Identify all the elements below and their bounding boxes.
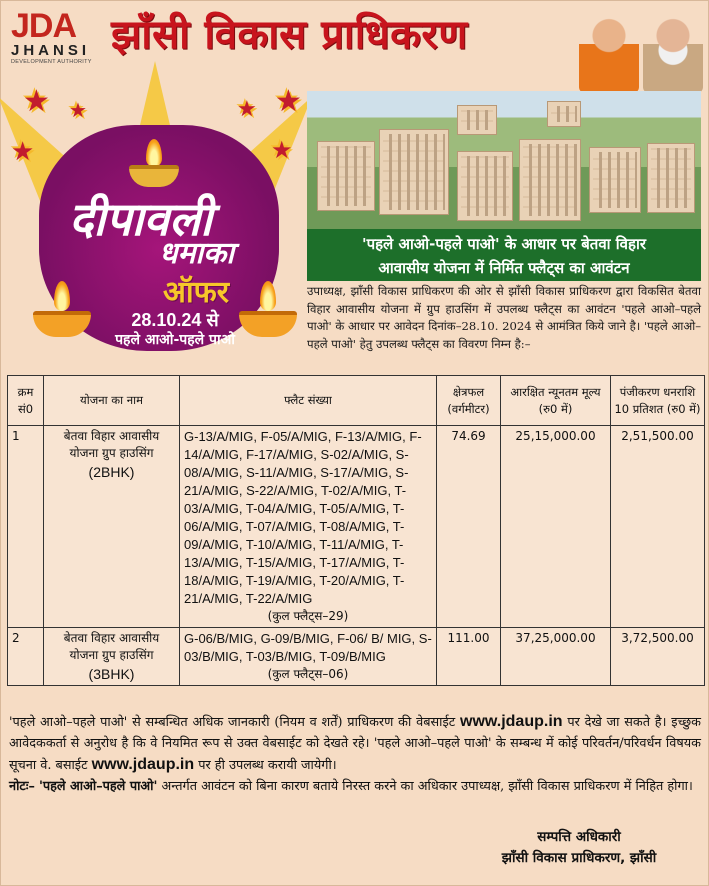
poster-date: 28.10.24 से (131, 310, 219, 330)
footer-notice (9, 711, 701, 797)
header (1, 1, 709, 93)
info-paragraph: 'पहले आओ–पहले पाओ' से सम्बन्धित अधिक जानकारी (नियम व शर्तें) प्राधिकरण की वेबसाईट www.jdaup.in पर देखे जा सकते है। इच्छुक आवेदककर्ता से अनुरोध है कि वे नियमित रूप से उक्त वेबसाईट को देखते रहे। 'पहले आओ–पहले पाओ' के सम्बन्ध में कोई परिवर्तन/परिवर्धन विषयक सूचना वे. बसाईट www.jdaup.in पर ही उपलब्ध करायी जायेगी। (9, 713, 701, 773)
caption-line2: आवासीय योजना में निर्मित फ्लैट्स का आवंटन (378, 259, 630, 277)
col-header-registration: पंजीकरण धनराशि 10 प्रतिशत (रु0 में) (611, 376, 705, 426)
star-icon: ★ (23, 84, 50, 119)
signatory-office: झाँसी विकास प्राधिकरण, झाँसी (501, 850, 657, 866)
cell-registration: 3,72,500.00 (611, 628, 705, 686)
scheme-name: बेतवा विहार आवासीय योजना ग्रुप हाउसिंग (63, 631, 160, 662)
star-icon: ★ (69, 98, 87, 122)
jda-logo (11, 9, 97, 73)
logo-mark: JDA (11, 7, 77, 45)
diwali-offer-poster (9, 85, 305, 361)
hanging-lamp-icon (129, 139, 179, 199)
col-header-scheme: योजना का नाम (44, 376, 180, 426)
unit-type: (3BHK) (88, 666, 135, 682)
apartment-photo (307, 91, 701, 281)
cell-registration: 2,51,500.00 (611, 426, 705, 628)
cell-area: 74.69 (437, 426, 501, 628)
flats-table (7, 375, 705, 686)
col-header-flats: फ्लैट संख्या (180, 376, 437, 426)
website-link[interactable]: www.jdaup.in (460, 713, 563, 730)
cell-area: 111.00 (437, 628, 501, 686)
scheme-name: बेतवा विहार आवासीय योजना ग्रुप हाउसिंग (63, 429, 160, 460)
cell-sno: 2 (8, 628, 44, 686)
table-header-row (8, 376, 705, 426)
cell-scheme (44, 628, 180, 686)
portrait-image (579, 11, 639, 93)
website-link[interactable]: www.jdaup.in (91, 756, 195, 773)
table-row (8, 628, 705, 686)
poster-title-line2: धमाका (159, 236, 234, 271)
col-header-area: क्षेत्रफल (वर्गमीटर) (437, 376, 501, 426)
poster-title-line1: दीपावली (69, 192, 213, 246)
col-header-sno: क्रम सं0 (8, 376, 44, 426)
logo-subtitle: DEVELOPMENT AUTHORITY (11, 59, 92, 65)
intro-paragraph: उपाध्यक्ष, झाँसी विकास प्राधिकरण की ओर से झाँसी विकास प्राधिकरण द्वारा विकसित बेतवा विहार आवासीय योजना में ग्रुप हाउसिंग में उपलब्ध फ्लैट्स का आवंटन 'पहले आओ–पहले पाओ' के आधार पर आवेदन दिनांक–28.10. 2024 से आमंत्रित किये जाने है। 'पहले आओ–पहले पाओ' हेतु उपलब्ध फ्लैट्स का विवरण निम्न है:– (307, 284, 701, 351)
cell-price: 37,25,000.00 (501, 628, 611, 686)
cell-sno: 1 (8, 426, 44, 628)
note-paragraph (9, 776, 701, 797)
note-text: अन्तर्गत आवंटन को बिना कारण बताये निरस्त करने का अधिकार उपाध्यक्ष, झाँसी विकास प्राधिकरण में निहित होगा। (161, 779, 693, 794)
diya-lamp-icon (239, 311, 297, 351)
table-row (8, 426, 705, 628)
flame-icon (146, 139, 162, 167)
flat-count: (कुल फ्लैट्स–29) (267, 609, 349, 623)
flat-numbers: G-06/B/MIG, G-09/B/MIG, F-06/ B/ MIG, S-03/B/MIG, T-03/B/MIG, T-09/B/MIG (184, 631, 432, 664)
cell-flats (180, 628, 437, 686)
cell-scheme (44, 426, 180, 628)
signatory-title: सम्पत्ति अधिकारी (537, 829, 621, 845)
poster-tagline: पहले आओ-पहले पाओ (115, 332, 235, 348)
logo-name: JHANSI (11, 42, 91, 59)
unit-type: (2BHK) (88, 464, 135, 480)
cell-flats (180, 426, 437, 628)
diya-lamp-icon (33, 311, 91, 351)
star-icon: ★ (275, 84, 302, 119)
poster-offer-label: ऑफर (162, 275, 230, 310)
star-icon: ★ (11, 137, 35, 167)
note-scheme-name: 'पहले आओ–पहले पाओ' (38, 779, 158, 794)
star-icon: ★ (271, 136, 293, 164)
leader-portraits (579, 5, 707, 93)
photo-caption (307, 229, 701, 281)
portrait-image (643, 11, 703, 93)
star-icon: ★ (237, 97, 257, 122)
flat-numbers: G-13/A/MIG, F-05/A/MIG, F-13/A/MIG, F-14/A/MIG, F-17/A/MIG, S-02/A/MIG, S-08/A/MIG, S-11/A/MIG, S-17/A/MIG, S-21/A/MIG, S-22/A/MIG, T-02/A/MIG, T-03/A/MIG, T-04/A/MIG, T-05/A/MIG, T-06/A/MIG, T-07/A/MIG, T-08/A/MIG, T-09/A/MIG, T-10/A/MIG, T-11/A/MIG, T-13/A/MIG, T-15/A/MIG, T-17/A/MIG, T-18/A/MIG, T-19/A/MIG, T-20/A/MIG, T-21/A/MIG, T-22/A/MIG (184, 429, 422, 606)
col-header-price: आरक्षित न्यूनतम मूल्य (रु0 में) (501, 376, 611, 426)
caption-line1: 'पहले आओ-पहले पाओ' के आधार पर बेतवा विहार (361, 235, 646, 253)
cell-price: 25,15,000.00 (501, 426, 611, 628)
flat-count: (कुल फ्लैट्स–06) (267, 667, 349, 681)
page-title: झाँसी विकास प्राधिकरण (111, 12, 468, 58)
note-label: नोटः– (9, 779, 35, 794)
signature-block (461, 827, 697, 869)
